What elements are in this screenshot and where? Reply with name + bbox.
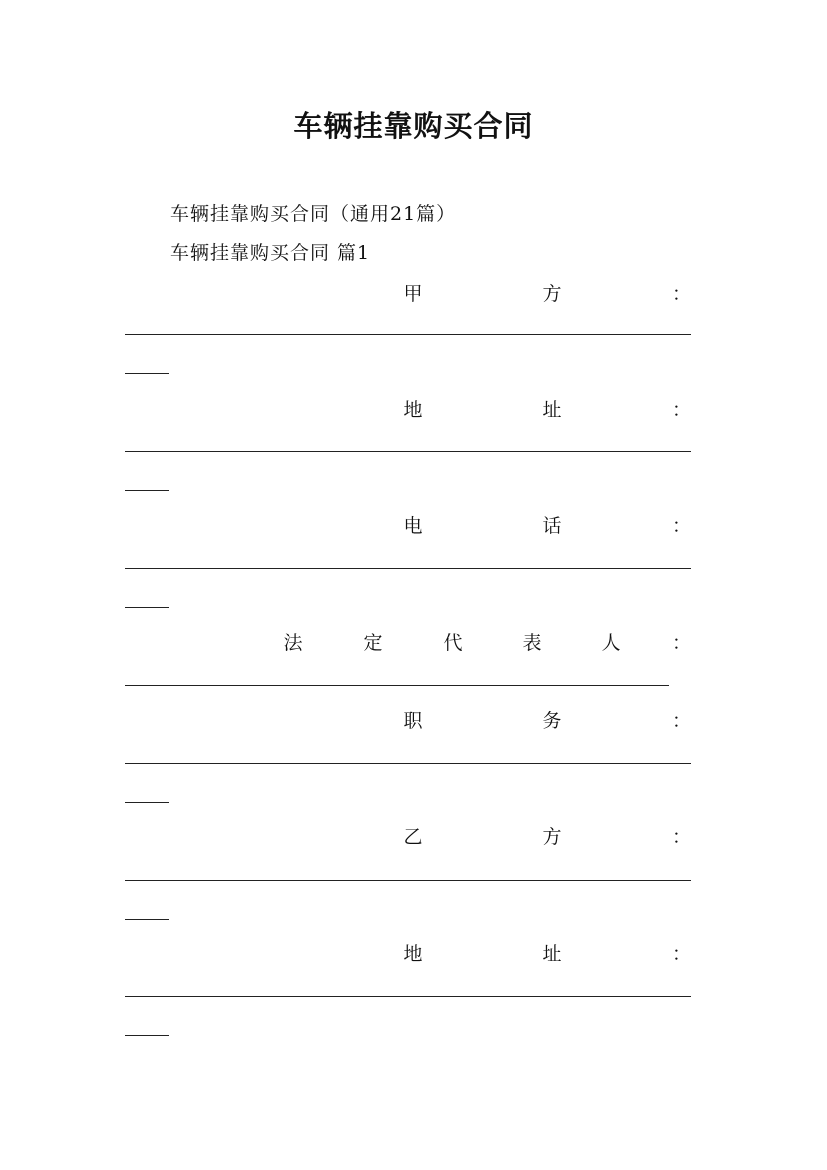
address-b-label <box>125 939 691 963</box>
party-a-label <box>125 279 691 303</box>
party-b-colon: ： <box>671 826 691 848</box>
party-b-label <box>125 822 691 846</box>
address-b-fill-line-tail <box>125 1035 169 1036</box>
phone-a-fill-line-tail <box>125 607 169 608</box>
legal-rep-label <box>125 628 691 652</box>
address-a-fill-line <box>125 451 691 452</box>
address-b-fill-line <box>125 996 691 997</box>
party-b-fill-line <box>125 880 691 881</box>
address-a-colon: ： <box>671 399 691 421</box>
legal-rep-char-1: 法 <box>283 632 303 654</box>
party-a-fill-line <box>125 334 691 335</box>
position-char-1: 职 <box>403 710 423 732</box>
party-a-fill-line-tail <box>125 373 169 374</box>
position-fill-line-tail <box>125 802 169 803</box>
address-b-char-2: 址 <box>542 943 562 965</box>
document-title: 车辆挂靠购买合同 <box>293 109 534 143</box>
address-a-fill-line-tail <box>125 490 169 491</box>
address-a-char-2: 址 <box>542 399 562 421</box>
position-colon: ： <box>671 710 691 732</box>
legal-rep-colon: ： <box>671 632 691 654</box>
party-a-char-2: 方 <box>542 283 562 305</box>
address-a-label <box>125 395 691 419</box>
address-a-char-1: 地 <box>403 399 423 421</box>
intro-line-part-1: 车辆挂靠购买合同 篇1 <box>170 242 371 264</box>
phone-a-colon: ： <box>671 515 691 537</box>
party-b-char-1: 乙 <box>403 826 423 848</box>
phone-a-fill-line <box>125 568 691 569</box>
party-b-char-2: 方 <box>542 826 562 848</box>
party-a-char-1: 甲 <box>403 283 423 305</box>
position-fill-line <box>125 763 691 764</box>
position-char-2: 务 <box>542 710 562 732</box>
legal-rep-char-5: 人 <box>601 632 621 654</box>
legal-rep-char-4: 表 <box>522 632 542 654</box>
intro-line-collection: 车辆挂靠购买合同（通用21篇） <box>170 203 457 225</box>
position-label <box>125 706 691 730</box>
phone-a-label <box>125 511 691 535</box>
phone-a-char-1: 电 <box>403 515 423 537</box>
address-b-char-1: 地 <box>403 943 423 965</box>
address-b-colon: ： <box>671 943 691 965</box>
phone-a-char-2: 话 <box>542 515 562 537</box>
party-a-colon: ： <box>671 283 691 305</box>
legal-rep-char-2: 定 <box>363 632 383 654</box>
legal-rep-fill-line <box>125 685 669 686</box>
legal-rep-char-3: 代 <box>443 632 463 654</box>
party-b-fill-line-tail <box>125 919 169 920</box>
